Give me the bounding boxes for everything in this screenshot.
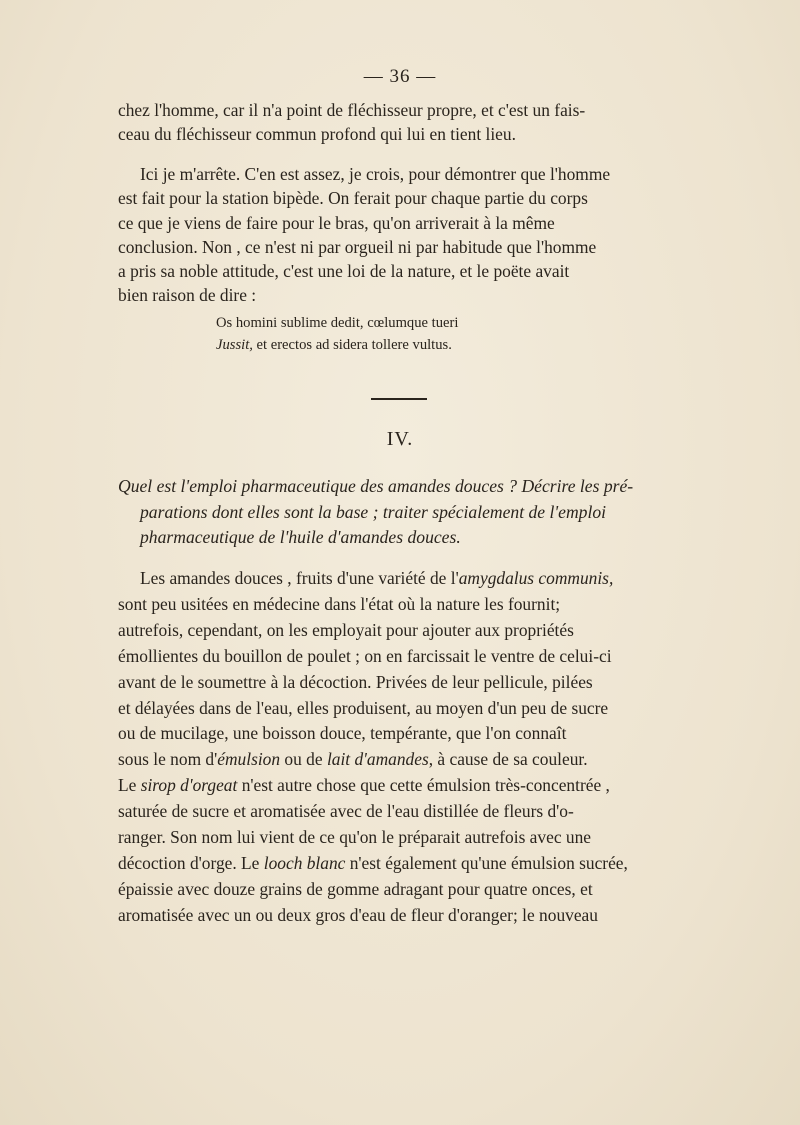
page-number: — 36 — — [363, 66, 437, 87]
text-line: et délayées dans de l'eau, elles produisent, au moyen d'un peu de sucre — [118, 697, 609, 718]
text-line: bien raison de dire : — [118, 285, 257, 306]
verse-line-2: Jussit, et erectos ad sidera tollere vultus. — [216, 337, 452, 353]
text-line: parations dont elles sont la base ; traiter spécialement de l'emploi — [140, 501, 607, 522]
text-line: avant de le soumettre à la décoction. Privées de leur pellicule, pilées — [118, 671, 593, 692]
text-line: aromatisée avec un ou deux gros d'eau de fleur d'oranger; le nouveau — [118, 904, 598, 925]
text-line: ceau du fléchisseur commun profond qui lui en tient lieu. — [118, 124, 516, 145]
paragraph-amandes — [118, 566, 680, 929]
text-line: ranger. Son nom lui vient de ce qu'on le préparait autrefois avec une — [118, 827, 591, 848]
verse-line-1: Os homini sublime dedit, cœlumque tueri — [216, 315, 459, 331]
text-line: pharmaceutique de l'huile d'amandes douces. — [140, 527, 461, 547]
text-line: sous le nom d' émulsion ou de lait d'amandes , à cause de sa couleur. — [118, 749, 588, 770]
text-line: a pris sa noble attitude, c'est une loi de la nature, et le poëte avait — [118, 261, 570, 282]
question-text — [118, 474, 680, 551]
text-line: Le sirop d'orgeat n'est autre chose que cette émulsion très-concentrée , — [118, 775, 610, 796]
text-line: sont peu usitées en médecine dans l'état où la nature les fournit; — [118, 593, 561, 614]
text-line: conclusion. Non , ce n'est ni par orgueil ni par habitude que l'homme — [118, 236, 597, 257]
text-line: saturée de sucre et aromatisée avec de l'eau distillée de fleurs d'o- — [118, 801, 574, 822]
text-line: Les amandes douces , fruits d'une variété de l' amygdalus communis, — [140, 568, 614, 588]
section-divider — [371, 398, 427, 400]
text-line: est fait pour la station bipède. On ferait pour chaque partie du corps — [118, 188, 588, 209]
paragraph-continuation — [118, 98, 680, 147]
text-line: décoction d'orge. Le looch blanc n'est également qu'une émulsion sucrée, — [118, 852, 628, 873]
text-line: émollientes du bouillon de poulet ; on en farcissait le ventre de celui-ci — [118, 645, 612, 666]
text-line: chez l'homme, car il n'a point de fléchisseur propre, et c'est un fais- — [118, 100, 586, 120]
text-line: ce que je viens de faire pour le bras, qu'on arriverait à la même — [118, 212, 555, 233]
text-line: Ici je m'arrête. C'en est assez, je crois, pour démontrer que l'homme — [140, 164, 611, 184]
text-line: ou de mucilage, une boisson douce, tempérante, que l'on connaît — [118, 723, 567, 744]
text-line: épaissie avec douze grains de gomme adragant pour quatre onces, et — [118, 878, 593, 899]
section-heading: IV. — [386, 428, 414, 450]
text-line: autrefois, cependant, on les employait pour ajouter aux propriétés — [118, 619, 574, 640]
latin-verse — [216, 312, 458, 356]
paragraph-conclusion — [118, 162, 680, 308]
text-line: Quel est l'emploi pharmaceutique des amandes douces ? Décrire les pré- — [118, 476, 634, 496]
